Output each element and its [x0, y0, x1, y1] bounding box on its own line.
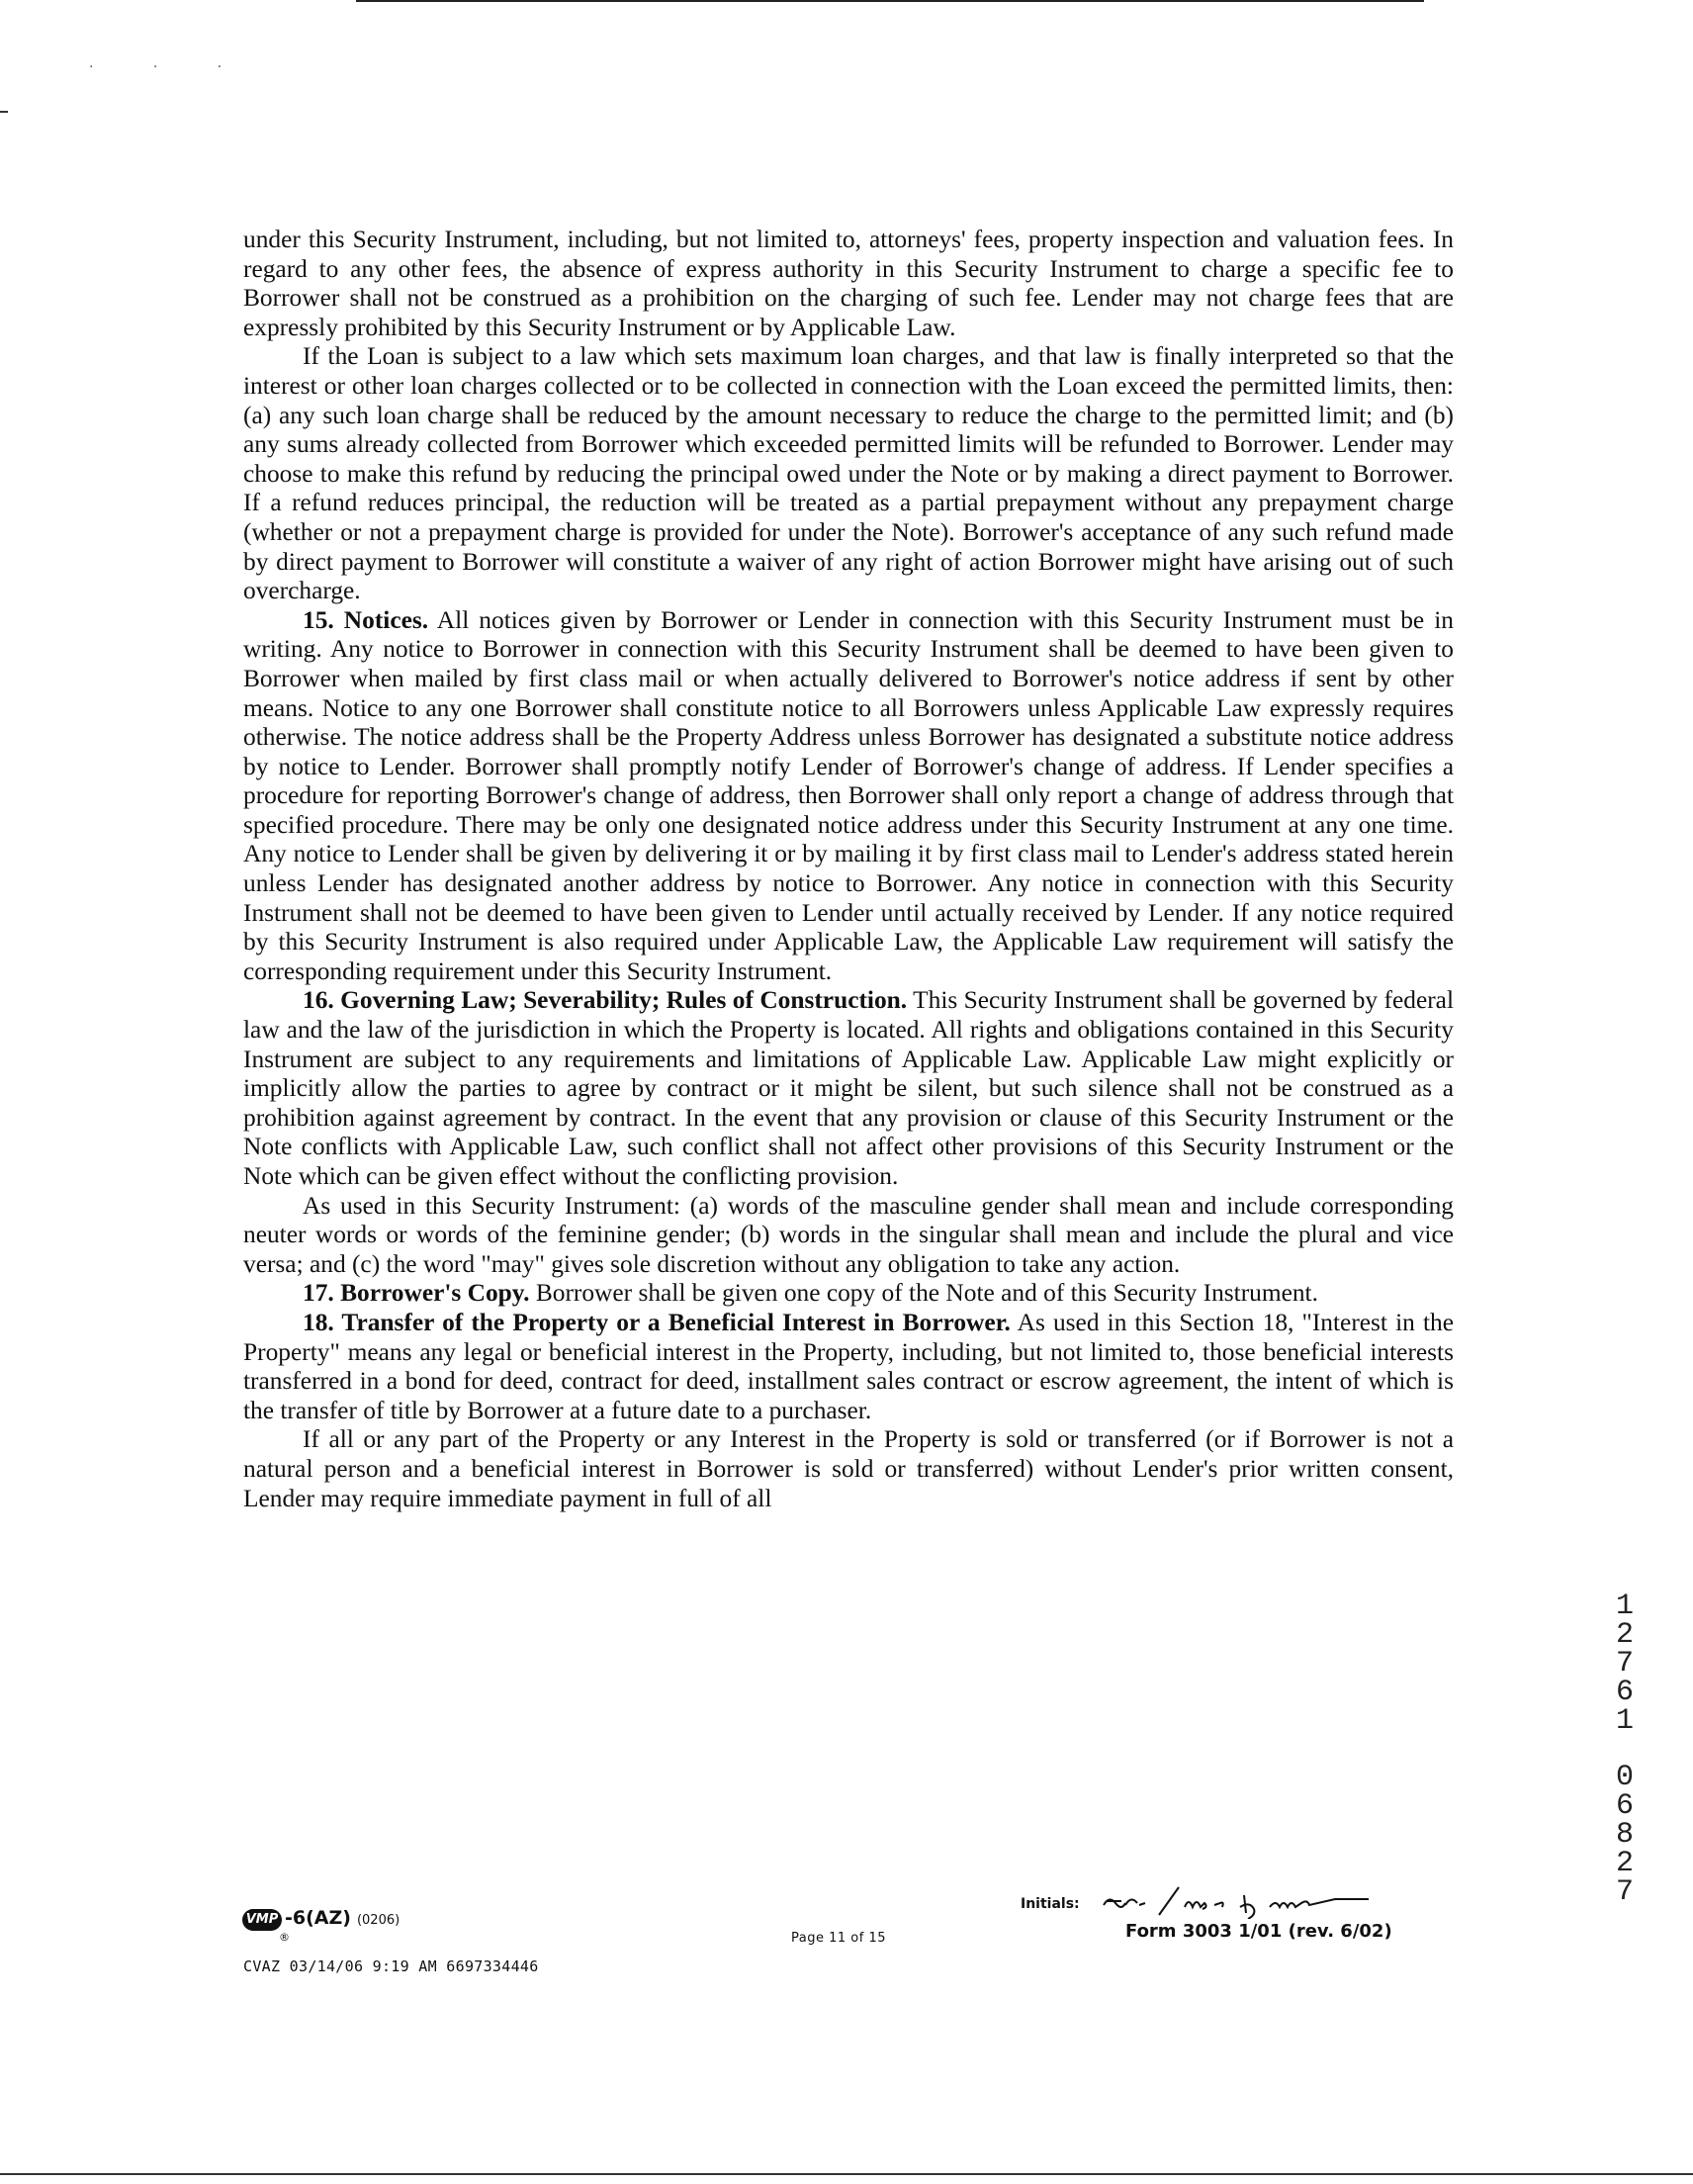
paragraph-text: If the Loan is subject to a law which sets maximum loan charges, and that law is finally interpreted so that the interest or other loan charges collected or to be collected in connection with the Loan exceed the permitted limits, then: (a) any such loan charge shall be reduced by the amount necessary to reduce the charge to the permitted limit; and (b) any sums already collected from Borrower which exceeded permitted limits will be refunded to Borrower. Lender may choose to make this refund by reducing the principal owed under the Note or by making a direct payment to Borrower. If a refund reduces principal, the reduction will be treated as a partial prepayment without any prepayment charge (whether or not a prepayment charge is provided for under the Note). Borrower's acceptance of any such refund made by direct payment to Borrower will constitute a waiver of any right of action Borrower might have arising out of such overcharge.	[243, 342, 1454, 605]
bottom-border-line	[0, 2173, 1693, 2175]
paragraph-text: All notices given by Borrower or Lender in connection with this Security Instrument must be in writing. Any notice to Borrower in connection with this Security Instrument shall be deemed to have been given to Borrower when mailed by first class mail or when actually delivered to Borrower's notice address if sent by other means. Notice to any one Borrower shall constitute notice to all Borrowers unless Applicable Law expressly requires otherwise. The notice address shall be the Property Address unless Borrower has designated a substitute notice address by notice to Lender. Borrower shall promptly notify Lender of Borrower's change of address. If Lender specifies a procedure for reporting Borrower's change of address, then Borrower shall only report a change of address through that specified procedure. There may be only one designated notice address under this Security Instrument at any one time. Any notice to Lender shall be given by delivering it or by mailing it by first class mail to Lender's address stated herein unless Lender has designated another address by notice to Borrower. Any notice in connection with this Security Instrument shall not be deemed to have been given to Lender until actually received by Lender. If any notice required by this Security Instrument is also required under Applicable Law, the Applicable Law requirement will satisfy the corresponding requirement under this Security Instrument.	[243, 605, 1454, 985]
initials-label: Initials:	[1021, 1896, 1080, 1912]
paragraph	[243, 1279, 1454, 1309]
left-edge-mark	[0, 111, 8, 113]
paragraph	[243, 1425, 1454, 1513]
paragraph-text: under this Security Instrument, including, but not limited to, attorneys' fees, property inspection and valuation fees. In regard to any other fees, the absence of express authority in this Security Instrument to charge a specific fee to Borrower shall not be construed as a prohibition on the charging of such fee. Lender may not charge fees that are expressly prohibited by this Security Instrument or by Applicable Law.	[243, 226, 1454, 341]
print-stamp: CVAZ 03/14/06 9:19 AM 6697334446	[243, 1957, 539, 1975]
scan-specks: · · ·	[89, 59, 250, 75]
side-number-digit: 7	[1615, 1647, 1634, 1681]
side-number-digit: 2	[1615, 1847, 1634, 1880]
side-number-digit: 2	[1615, 1618, 1634, 1652]
side-number-digit: 6	[1615, 1789, 1634, 1823]
section-heading: 16. Governing Law; Severability; Rules of Construction.	[303, 986, 908, 1015]
paragraph	[243, 342, 1454, 605]
side-number-digit: 1	[1615, 1704, 1634, 1738]
top-border-line	[356, 0, 1424, 2]
section-heading: 18. Transfer of the Property or a Beneficial Interest in Borrower.	[303, 1308, 1011, 1336]
paragraph-text: This Security Instrument shall be governed by federal law and the law of the jurisdiction in which the Property is located. All rights and obligations contained in this Security Instrument are subject to any requirements and limitations of Applicable Law. Applicable Law might explicitly or implicitly allow the parties to agree by contract or it might be silent, but such silence shall not be construed as a prohibition against agreement by contract. In the event that any provision or clause of this Security Instrument or the Note conflicts with Applicable Law, such conflict shall not affect other provisions of this Security Instrument or the Note which can be given effect without the conflicting provision.	[243, 986, 1454, 1190]
registered-mark: ®	[279, 1931, 290, 1944]
vmp-logo: VMP	[242, 1909, 282, 1931]
paragraph	[243, 226, 1454, 342]
paragraph-text: As used in this Security Instrument: (a) words of the masculine gender shall mean and include corresponding neuter words or words of the feminine gender; (b) words in the singular shall mean and include the plural and vice versa; and (c) the word "may" gives sole discretion without any obligation to take any action.	[243, 1191, 1454, 1278]
side-number-digit: 7	[1615, 1875, 1634, 1909]
paragraph-text: If all or any part of the Property or any Interest in the Property is sold or transferred (or if Borrower is not a natural person and a beneficial interest in Borrower is sold or transferred) without Lender's prior written consent, Lender may require immediate payment in full of all	[243, 1425, 1454, 1512]
side-document-number	[1610, 1592, 1640, 1907]
form-code-date: (0206)	[356, 1913, 401, 1928]
page-number: Page 11 of 15	[791, 1931, 886, 1946]
side-number-gap	[1610, 1736, 1640, 1764]
paragraph	[243, 1309, 1454, 1425]
form-code	[285, 1907, 400, 1929]
paragraph-text: As used in this Section 18, "Interest in the Property" means any legal or beneficial interest in the Property, including, but not limited to, those beneficial interests transferred in a bond for deed, contract for deed, installment sales contract or escrow agreement, the intent of which is the transfer of title by Borrower at a future date to a purchaser.	[243, 1308, 1454, 1424]
form-code-label: -6(AZ)	[285, 1907, 351, 1929]
document-body	[243, 226, 1454, 1513]
paragraph-text: Borrower shall be given one copy of the Note and of this Security Instrument.	[535, 1279, 1318, 1308]
form-id: Form 3003 1/01 (rev. 6/02)	[1125, 1921, 1392, 1942]
side-number-digit: 1	[1615, 1590, 1634, 1623]
paragraph	[243, 986, 1454, 1191]
section-heading: 17. Borrower's Copy.	[303, 1279, 530, 1308]
initials-signature	[1096, 1881, 1392, 1919]
paragraph	[243, 606, 1454, 987]
side-number-digit: 6	[1615, 1676, 1634, 1709]
paragraph	[243, 1192, 1454, 1280]
side-number-digit: 0	[1615, 1761, 1634, 1794]
section-heading: 15. Notices.	[303, 605, 429, 634]
side-number-digit: 8	[1615, 1818, 1634, 1852]
